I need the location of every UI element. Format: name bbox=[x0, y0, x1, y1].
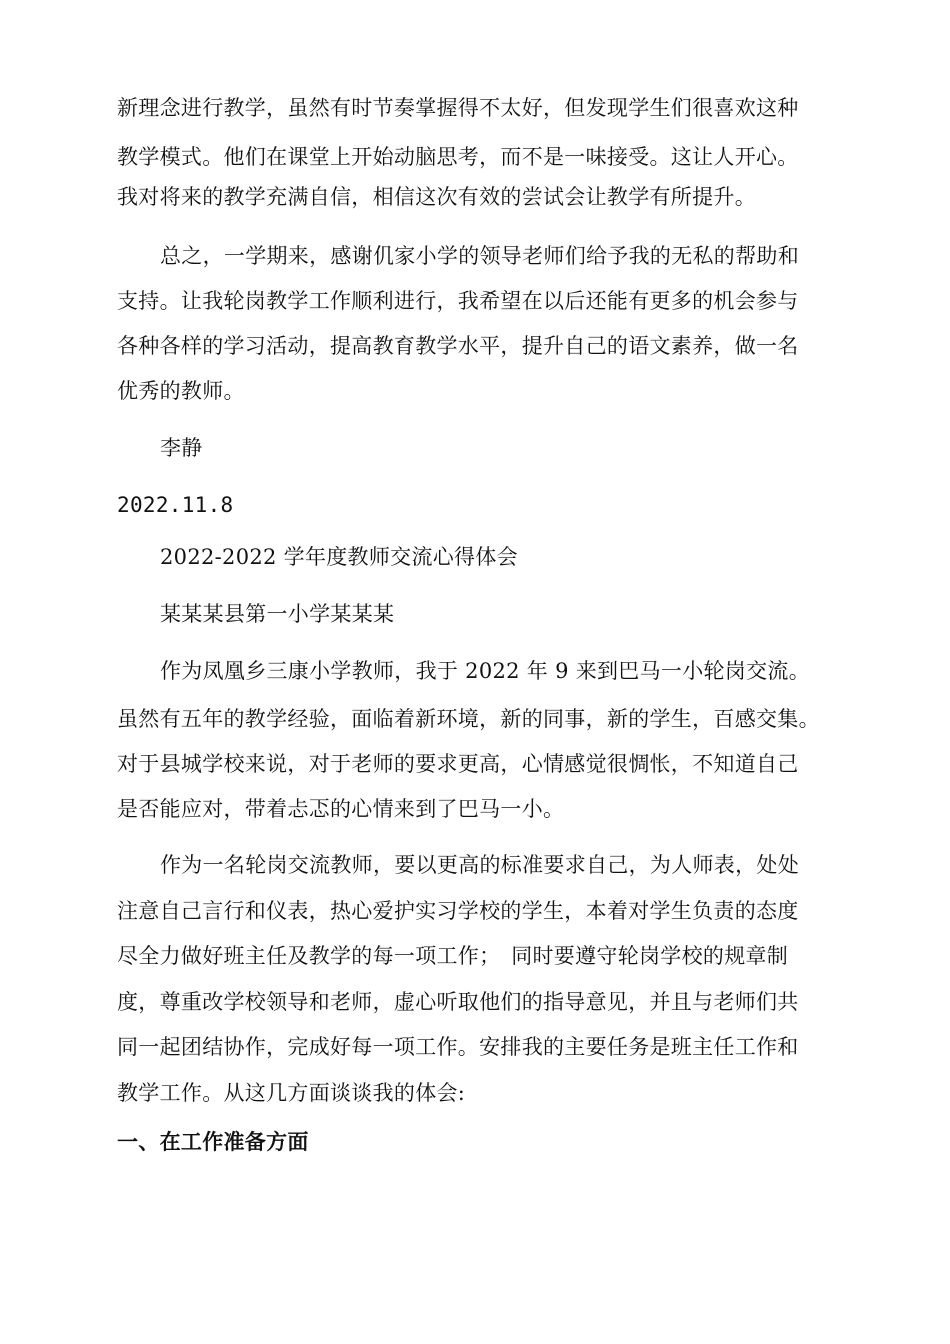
paragraph-line: 作为凤凰乡三康小学教师，我于 2022 年 9 来到巴马一小轮岗交流。 bbox=[160, 659, 811, 683]
paragraph-line: 教学工作。从这几方面谈谈我的体会: bbox=[117, 1081, 466, 1105]
paragraph-line: 我对将来的教学充满自信，相信这次有效的尝试会让教学有所提升。 bbox=[117, 185, 756, 209]
paragraph-line: 注意自己言行和仪表，热心爱护实习学校的学生，本着对学生负责的态度 bbox=[117, 899, 799, 923]
paragraph-line: 教学模式。他们在课堂上开始动脑思考，而不是一味接受。这让人开心。 bbox=[117, 145, 799, 169]
document-author: 某某某县第一小学某某某 bbox=[160, 602, 395, 626]
paragraph-line: 支持。让我轮岗教学工作顺利进行，我希望在以后还能有更多的机会参与 bbox=[117, 289, 799, 313]
paragraph-line: 度，尊重改学校领导和老师，虚心听取他们的指导意见，并且与老师们共 bbox=[117, 990, 799, 1014]
paragraph-line: 是否能应对，带着忐忑的心情来到了巴马一小。 bbox=[117, 797, 565, 821]
paragraph-line: 作为一名轮岗交流教师，要以更高的标准要求自己，为人师表，处处 bbox=[160, 853, 799, 877]
paragraph-line: 同一起团结协作，完成好每一项工作。安排我的主要任务是班主任工作和 bbox=[117, 1035, 799, 1059]
section-heading: 一、在工作准备方面 bbox=[117, 1130, 309, 1154]
signature-date: 2022.11.8 bbox=[117, 493, 234, 517]
paragraph-line: 总之，一学期来，感谢仉家小学的领导老师们给予我的无私的帮助和 bbox=[160, 244, 799, 268]
signature-name: 李静 bbox=[160, 436, 203, 460]
paragraph-line: 虽然有五年的教学经验，面临着新环境，新的同事，新的学生，百感交集。 bbox=[117, 707, 820, 731]
document-title: 2022-2022 学年度教师交流心得体会 bbox=[160, 545, 518, 569]
paragraph-line: 优秀的教师。 bbox=[117, 379, 245, 403]
paragraph-line: 尽全力做好班主任及教学的每一项工作； 同时要遵守轮岗学校的规章制 bbox=[117, 944, 789, 968]
paragraph-line: 各种各样的学习活动，提高教育教学水平，提升自己的语文素养，做一名 bbox=[117, 334, 799, 358]
paragraph-line: 对于县城学校来说，对于老师的要求更高，心情感觉很惆怅，不知道自己 bbox=[117, 752, 799, 776]
paragraph-line: 新理念进行教学，虽然有时节奏掌握得不太好，但发现学生们很喜欢这种 bbox=[117, 96, 799, 120]
